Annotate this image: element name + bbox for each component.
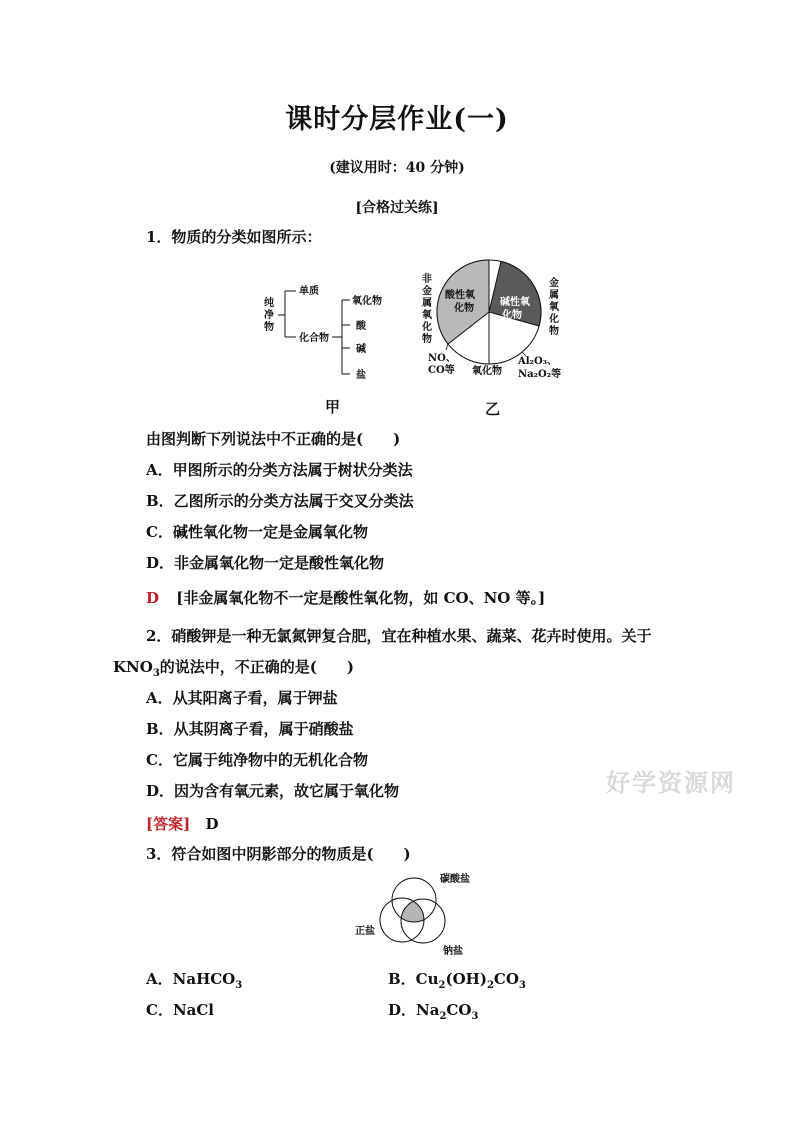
- pie-base-label-1: 碱性氧: [500, 297, 530, 308]
- q1-answer: [146, 587, 545, 608]
- q3-a-sub: 3: [235, 980, 243, 991]
- q3-d-mid: CO: [446, 1001, 472, 1019]
- q1-tree-diagram: [258, 282, 398, 382]
- tree-leaf-acid: 酸: [356, 321, 366, 332]
- q2-answer-letter: D: [205, 815, 219, 833]
- q3-d-sub2: 3: [471, 1011, 479, 1022]
- tree-leaf-salt: 盐: [356, 370, 366, 381]
- q3-option-b: [388, 968, 526, 991]
- pie-left-char-4: 氧: [422, 310, 432, 321]
- pie-right-char-1: 金: [549, 278, 559, 289]
- pie-right-char-5: 物: [549, 326, 559, 337]
- caption-jia: 甲: [325, 398, 341, 416]
- q1-option-b: B．乙图所示的分类方法属于交叉分类法: [146, 492, 414, 510]
- q2-formula: KNO: [113, 658, 153, 676]
- q1-answer-letter: D: [146, 589, 160, 607]
- pie-al2o3-label: Al₂O₃、: [518, 356, 558, 367]
- q3-b-text: B．Cu: [388, 970, 439, 988]
- tree-leaf-oxide: 氧化物: [352, 296, 382, 307]
- q1-answer-explanation: [非金属氧化物不一定是酸性氧化物，如 CO、NO 等。]: [176, 589, 546, 607]
- q3-option-a: [146, 968, 242, 991]
- q3-venn-diagram: [350, 868, 480, 960]
- section-heading: [合格过关练]: [355, 200, 439, 216]
- tree-root-char-3: 物: [264, 322, 274, 333]
- tree-root-char-1: 纯: [264, 298, 274, 309]
- q2-stem-suffix: 的说法中，不正确的是( ): [159, 658, 354, 676]
- q1-option-c: C．碱性氧化物一定是金属氧化物: [146, 523, 368, 541]
- q1-pie-diagram: [410, 258, 570, 388]
- q2-option-c: C．它属于纯净物中的无机化合物: [146, 751, 368, 769]
- tree-root-char-2: 净: [264, 310, 274, 321]
- watermark: 好学资源网: [606, 768, 736, 797]
- venn-normal-salt-label: 正盐: [355, 926, 375, 937]
- q3-b-sub1: 2: [438, 980, 446, 991]
- pie-co-label: CO等: [428, 365, 455, 376]
- q1-stem: 1．物质的分类如图所示：: [146, 228, 322, 246]
- q2-option-a: A．从其阳离子看，属于钾盐: [146, 689, 338, 707]
- q3-b-sub3: 3: [518, 980, 526, 991]
- pie-left-char-2: 金: [422, 286, 432, 297]
- pie-right-char-2: 属: [549, 290, 559, 301]
- q3-b-end: CO: [493, 970, 519, 988]
- pie-right-char-3: 氧: [549, 302, 559, 313]
- pie-right-char-4: 化: [549, 314, 559, 325]
- q3-d-sub1: 2: [439, 1011, 447, 1022]
- q3-a-text: A．NaHCO: [146, 970, 236, 988]
- pie-base-label-2: 化物: [502, 310, 522, 321]
- q3-b-mid: (OH): [445, 970, 487, 988]
- pie-left-char-5: 化: [422, 322, 432, 333]
- q2-option-b: B．从其阴离子看，属于硝酸盐: [146, 720, 354, 738]
- pie-left-char-3: 属: [422, 298, 432, 309]
- q2-stem-line2: [113, 656, 354, 679]
- q3-option-d: [388, 999, 478, 1022]
- q2-formula-sub: 3: [152, 668, 160, 679]
- q3-stem: 3．符合如图中阴影部分的物质是( ): [146, 845, 411, 863]
- q1-option-d: D．非金属氧化物一定是酸性氧化物: [146, 554, 385, 572]
- pie-bottom-label: 氧化物: [472, 366, 502, 377]
- q3-option-c: C．NaCl: [146, 1001, 215, 1019]
- q3-b-sub2: 2: [486, 980, 494, 991]
- tree-leaf-base: 碱: [356, 344, 366, 355]
- q2-option-d: D．因为含有氧元素，故它属于氧化物: [146, 782, 400, 800]
- pie-na2o2-label: Na₂O₂等: [518, 369, 562, 380]
- pie-acid-label-2: 化物: [454, 303, 474, 314]
- pie-no-label: NO、: [428, 353, 456, 364]
- tree-branch-compound: 化合物: [299, 333, 329, 344]
- caption-yi: 乙: [485, 400, 501, 418]
- q2-answer-tag: [答案]: [146, 815, 191, 833]
- tree-branch-elemental: 单质: [299, 286, 319, 297]
- pie-left-char-6: 物: [422, 334, 432, 345]
- page-title: 课时分层作业(一): [285, 104, 509, 135]
- q1-option-a: A．甲图所示的分类方法属于树状分类法: [146, 461, 413, 479]
- venn-sodium-salt-label: 钠盐: [443, 946, 463, 957]
- suggested-time: (建议用时：40 分钟): [329, 160, 465, 176]
- q2-stem-line1: 2．硝酸钾是一种无氯氮钾复合肥，宜在种植水果、蔬菜、花卉时使用。关于: [146, 627, 652, 645]
- q1-question: 由图判断下列说法中不正确的是( ): [146, 430, 401, 448]
- pie-acid-label-1: 酸性氧: [445, 290, 475, 301]
- venn-carbonate-label: 碳酸盐: [440, 874, 470, 885]
- q3-d-text: D．Na: [388, 1001, 440, 1019]
- q2-answer: [146, 813, 218, 834]
- pie-left-char-1: 非: [422, 274, 432, 285]
